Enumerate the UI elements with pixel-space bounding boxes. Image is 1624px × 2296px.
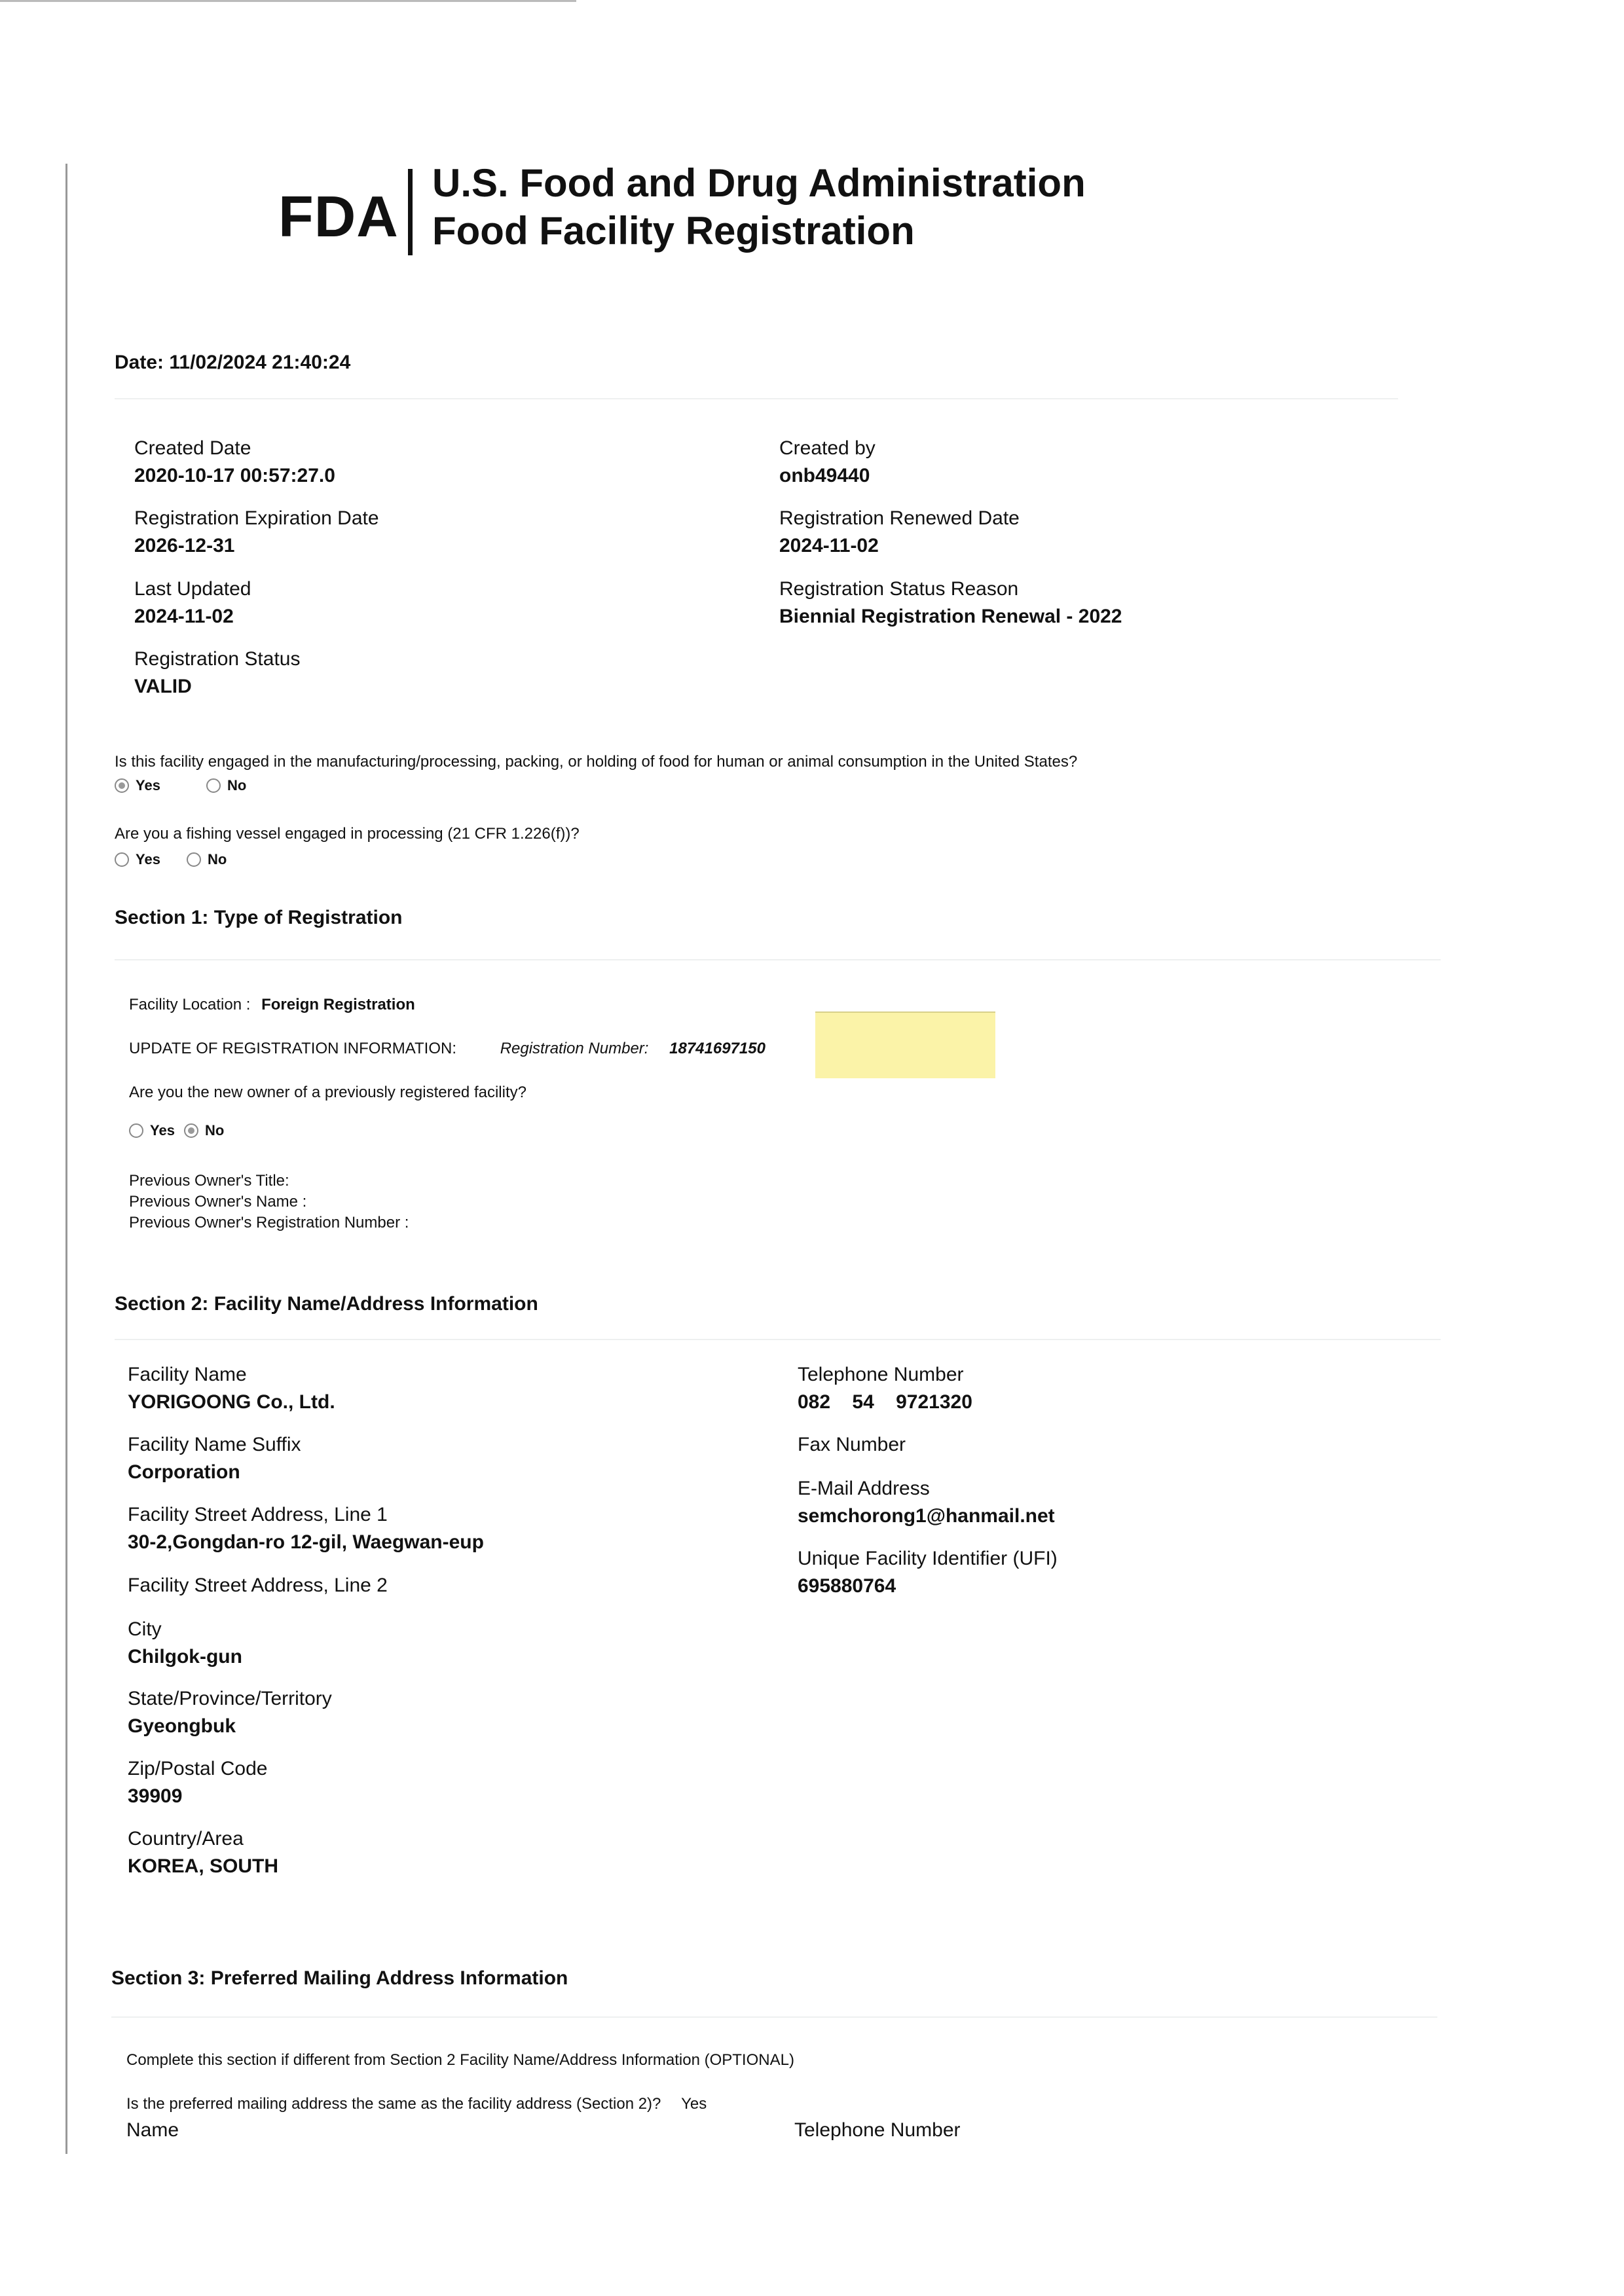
registration-number-label: Registration Number: (500, 1040, 649, 1057)
previous-owner-regnum: Previous Owner's Registration Number : (129, 1214, 409, 1231)
section2-title: Section 2: Facility Name/Address Information (115, 1293, 538, 1315)
registration-number-value: 18741697150 (669, 1040, 766, 1057)
facility-name-field: Facility Name YORIGOONG Co., Ltd. (128, 1364, 335, 1413)
expiration-date-field: Registration Expiration Date 2026-12-31 (134, 507, 379, 556)
created-date-field: Created Date 2020-10-17 00:57:27.0 (134, 437, 335, 486)
previous-owner-name: Previous Owner's Name : (129, 1193, 307, 1211)
new-owner-question: Are you the new owner of a previously registered facility? (129, 1084, 526, 1101)
facility-name-suffix-field: Facility Name Suffix Corporation (128, 1434, 301, 1483)
question-fishing-vessel: Are you a fishing vessel engaged in processing (21 CFR 1.226(f))? (115, 825, 580, 843)
status-reason-field: Registration Status Reason Biennial Registration Renewal - 2022 (779, 578, 1122, 627)
radio-yes[interactable] (129, 1123, 143, 1138)
previous-owner-title: Previous Owner's Title: (129, 1172, 289, 1190)
mailing-name-label: Name (126, 2119, 179, 2141)
same-address-question: Is the preferred mailing address the same as the facility address (Section 2)? Yes (126, 2095, 707, 2113)
radio-yes-selected[interactable] (115, 778, 129, 793)
street-line2-field: Facility Street Address, Line 2 (128, 1575, 388, 1596)
state-field: State/Province/Territory Gyeongbuk (128, 1688, 332, 1737)
same-address-answer: Yes (681, 2095, 707, 2113)
radio-yes[interactable] (115, 852, 129, 867)
ufi-field: Unique Facility Identifier (UFI) 695880764 (798, 1548, 1058, 1597)
email-field: E-Mail Address semchorong1@hanmail.net (798, 1478, 1055, 1527)
created-by-field: Created by onb49440 (779, 437, 876, 486)
renewed-date-field: Registration Renewed Date 2024-11-02 (779, 507, 1020, 556)
city-field: City Chilgok-gun (128, 1618, 242, 1667)
header-agency: U.S. Food and Drug Administration (432, 161, 1086, 205)
facility-location: Facility Location : Foreign Registration (129, 996, 415, 1013)
update-registration-line: UPDATE OF REGISTRATION INFORMATION: Registration Number: 18741697150 (129, 1040, 766, 1057)
top-scan-line (0, 0, 576, 2)
fax-field: Fax Number (798, 1434, 906, 1455)
faint-divider (115, 1339, 1441, 1340)
logo-divider (408, 169, 413, 255)
zip-field: Zip/Postal Code 39909 (128, 1758, 268, 1807)
section3-note: Complete this section if different from Section 2 Facility Name/Address Information (OPTIONAL) (126, 2051, 794, 2069)
radio-no-selected[interactable] (184, 1123, 198, 1138)
food-engagement-radios: Yes No (115, 777, 246, 794)
new-owner-radios: Yes No (129, 1122, 224, 1139)
fishing-vessel-radios: Yes No (115, 851, 227, 868)
last-updated-field: Last Updated 2024-11-02 (134, 578, 251, 627)
mailing-telephone-label: Telephone Number (794, 2119, 961, 2141)
report-date: Date: 11/02/2024 21:40:24 (115, 352, 351, 373)
faint-divider (111, 2016, 1437, 2018)
left-margin-rule (65, 164, 67, 2154)
telephone-field: Telephone Number 082 54 9721320 (798, 1364, 972, 1413)
section1-title: Section 1: Type of Registration (115, 907, 403, 928)
facility-location-value: Foreign Registration (261, 996, 415, 1013)
question-food-engagement: Is this facility engaged in the manufacturing/processing, packing, or holding of food for human or animal consumption in the United States? (115, 753, 1078, 771)
fda-logo: FDA (278, 184, 399, 249)
radio-no[interactable] (206, 778, 221, 793)
country-field: Country/Area KOREA, SOUTH (128, 1828, 279, 1877)
sticky-note (815, 1011, 995, 1078)
registration-status-field: Registration Status VALID (134, 648, 301, 697)
street-line1-field: Facility Street Address, Line 1 30-2,Gongdan-ro 12-gil, Waegwan-eup (128, 1504, 484, 1553)
header-title: Food Facility Registration (432, 209, 915, 253)
section3-title: Section 3: Preferred Mailing Address Information (111, 1967, 568, 1989)
faint-divider (115, 959, 1441, 960)
faint-divider (115, 398, 1398, 399)
radio-no[interactable] (187, 852, 201, 867)
